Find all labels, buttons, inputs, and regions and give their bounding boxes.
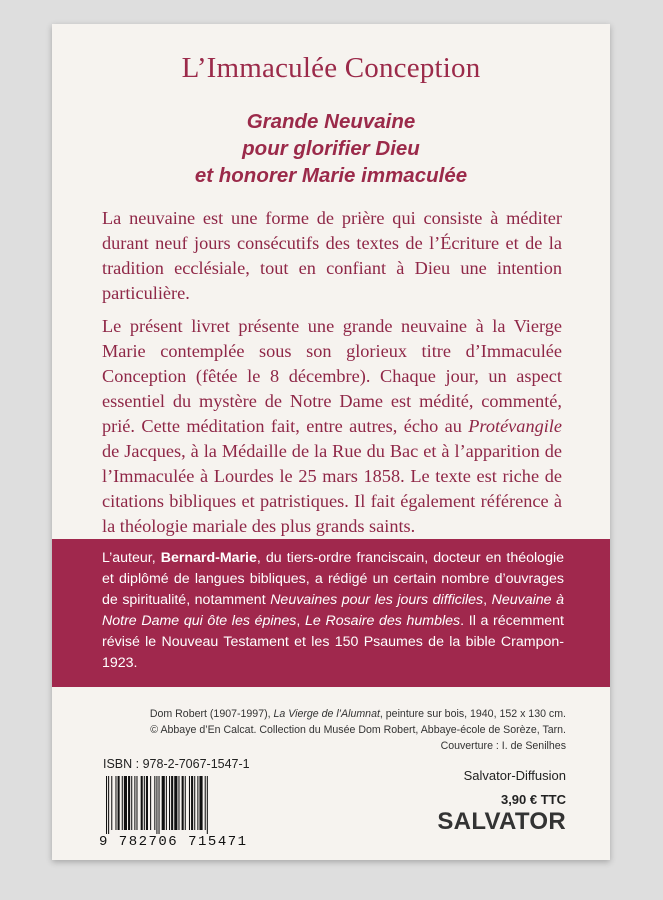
paragraph-italic-text: Protévangile: [468, 416, 562, 436]
subtitle-line: pour glorifier Dieu: [242, 137, 420, 160]
barcode-bar: [197, 776, 198, 830]
barcode-bar: [111, 776, 112, 830]
subtitle-line: et honorer Marie immaculée: [194, 164, 468, 187]
distributor: Salvator-Diffusion: [463, 768, 566, 783]
barcode-bar: [191, 776, 193, 830]
barcode-bar: [122, 776, 123, 830]
barcode-bar: [131, 776, 132, 830]
credit-line: © Abbaye d’En Calcat. Collection du Musée Dom Robert, Abbaye-école de Sorèze, Tarn.: [150, 724, 566, 736]
barcode-bar: [144, 776, 145, 830]
barcode-bar: [115, 776, 116, 830]
book-back-cover: [52, 24, 610, 860]
barcode-bar: [162, 776, 165, 830]
barcode-bar: [205, 776, 206, 830]
credit-text: Dom Robert (1907-1997),: [149, 708, 274, 720]
book-reference: Le Rosaire des humbles: [305, 613, 461, 629]
barcode-bar: [128, 776, 130, 830]
description-paragraph-1: La neuvaine est une forme de prière qui consiste à méditer durant neuf jours consécutifs des textes de l’Écriture et de la tradition ecclésiale, tout en confiant à Dieu une intention particulière.: [102, 208, 562, 303]
barcode-bar: [106, 776, 107, 834]
barcode-bar: [199, 776, 202, 830]
barcode-bar: [178, 776, 179, 830]
barcode-bar: [141, 776, 143, 830]
barcode-bar: [159, 776, 160, 834]
subtitle-line: Grande Neuvaine: [246, 110, 416, 133]
credit-text: , peinture sur bois, 1940, 152 x 130 cm.: [379, 708, 566, 720]
barcode: [106, 776, 260, 834]
price: 3,90 € TTC: [500, 792, 566, 807]
barcode-bar: [154, 776, 155, 830]
book-reference: Neuvaines pour les jours difficiles: [270, 592, 484, 608]
barcode-bar: [169, 776, 170, 830]
bio-text: L’auteur,: [102, 550, 161, 566]
barcode-bar: [174, 776, 177, 830]
barcode-number: 9 782706 715471: [99, 834, 248, 850]
barcode-bar: [189, 776, 190, 830]
barcode-bar: [171, 776, 173, 830]
barcode-bar: [194, 776, 195, 830]
barcode-bar: [108, 776, 109, 834]
author-bio: [102, 548, 564, 674]
barcode-bar: [150, 776, 151, 830]
barcode-bar: [207, 776, 208, 834]
book-title: L’Immaculée Conception: [181, 52, 481, 84]
barcode-bar: [134, 776, 135, 830]
paragraph-text: Le présent livret présente une grande neuvaine à la Vierge Marie contemplée sous son glorieux titre d’Immaculée Conception (fêtée le 8 décembre). Chaque jour, un aspect essentiel du mystère de Notre Dame est médité, commenté, prié. Cette méditation fait, entre autres, écho au: [102, 316, 562, 436]
image-credit: [96, 706, 566, 754]
credit-line: Couverture : I. de Senilhes: [440, 740, 566, 752]
barcode-bar: [185, 776, 186, 830]
barcode-bar: [166, 776, 167, 830]
bio-text: ,: [483, 592, 492, 608]
bio-text: , du tiers-ordre franciscain, docteur en théologie et diplômé de langues bibliques, a rédigé un certain nombre d’ouvrages de spiritualité, notamment: [102, 550, 565, 608]
barcode-bar: [124, 776, 127, 830]
barcode-bar: [136, 776, 137, 830]
paragraph-text: de Jacques, à la Médaille de la Rue du Bac et à l’apparition de l’Immaculée à Lourdes le 25 mars 1858. Le texte est riche de citations bibliques et patristiques. Il fait également référence à la théologie mariale des plus grands saints.: [102, 441, 562, 536]
credit-line: [96, 706, 566, 722]
publisher-logo: SALVATOR: [437, 808, 566, 835]
artwork-title: La Vierge de l’Alumnat: [273, 708, 380, 720]
description-paragraph-2: [102, 314, 562, 539]
book-reference: Neuvaine à Notre Dame qui ôte les épines: [102, 592, 564, 629]
author-name: Bernard-Marie: [160, 550, 257, 566]
bio-text: ,: [296, 613, 306, 629]
barcode-bar: [146, 776, 148, 830]
barcode-bar: [156, 776, 157, 834]
barcode-bar: [118, 776, 120, 830]
bio-text: . Il a récemment révisé le Nouveau Testament et les 150 Psaumes de la bible Crampon-1923.: [102, 613, 564, 671]
isbn-label: ISBN : 978-2-7067-1547-1: [103, 757, 250, 771]
barcode-bar: [182, 776, 184, 830]
book-subtitle: [52, 108, 610, 189]
